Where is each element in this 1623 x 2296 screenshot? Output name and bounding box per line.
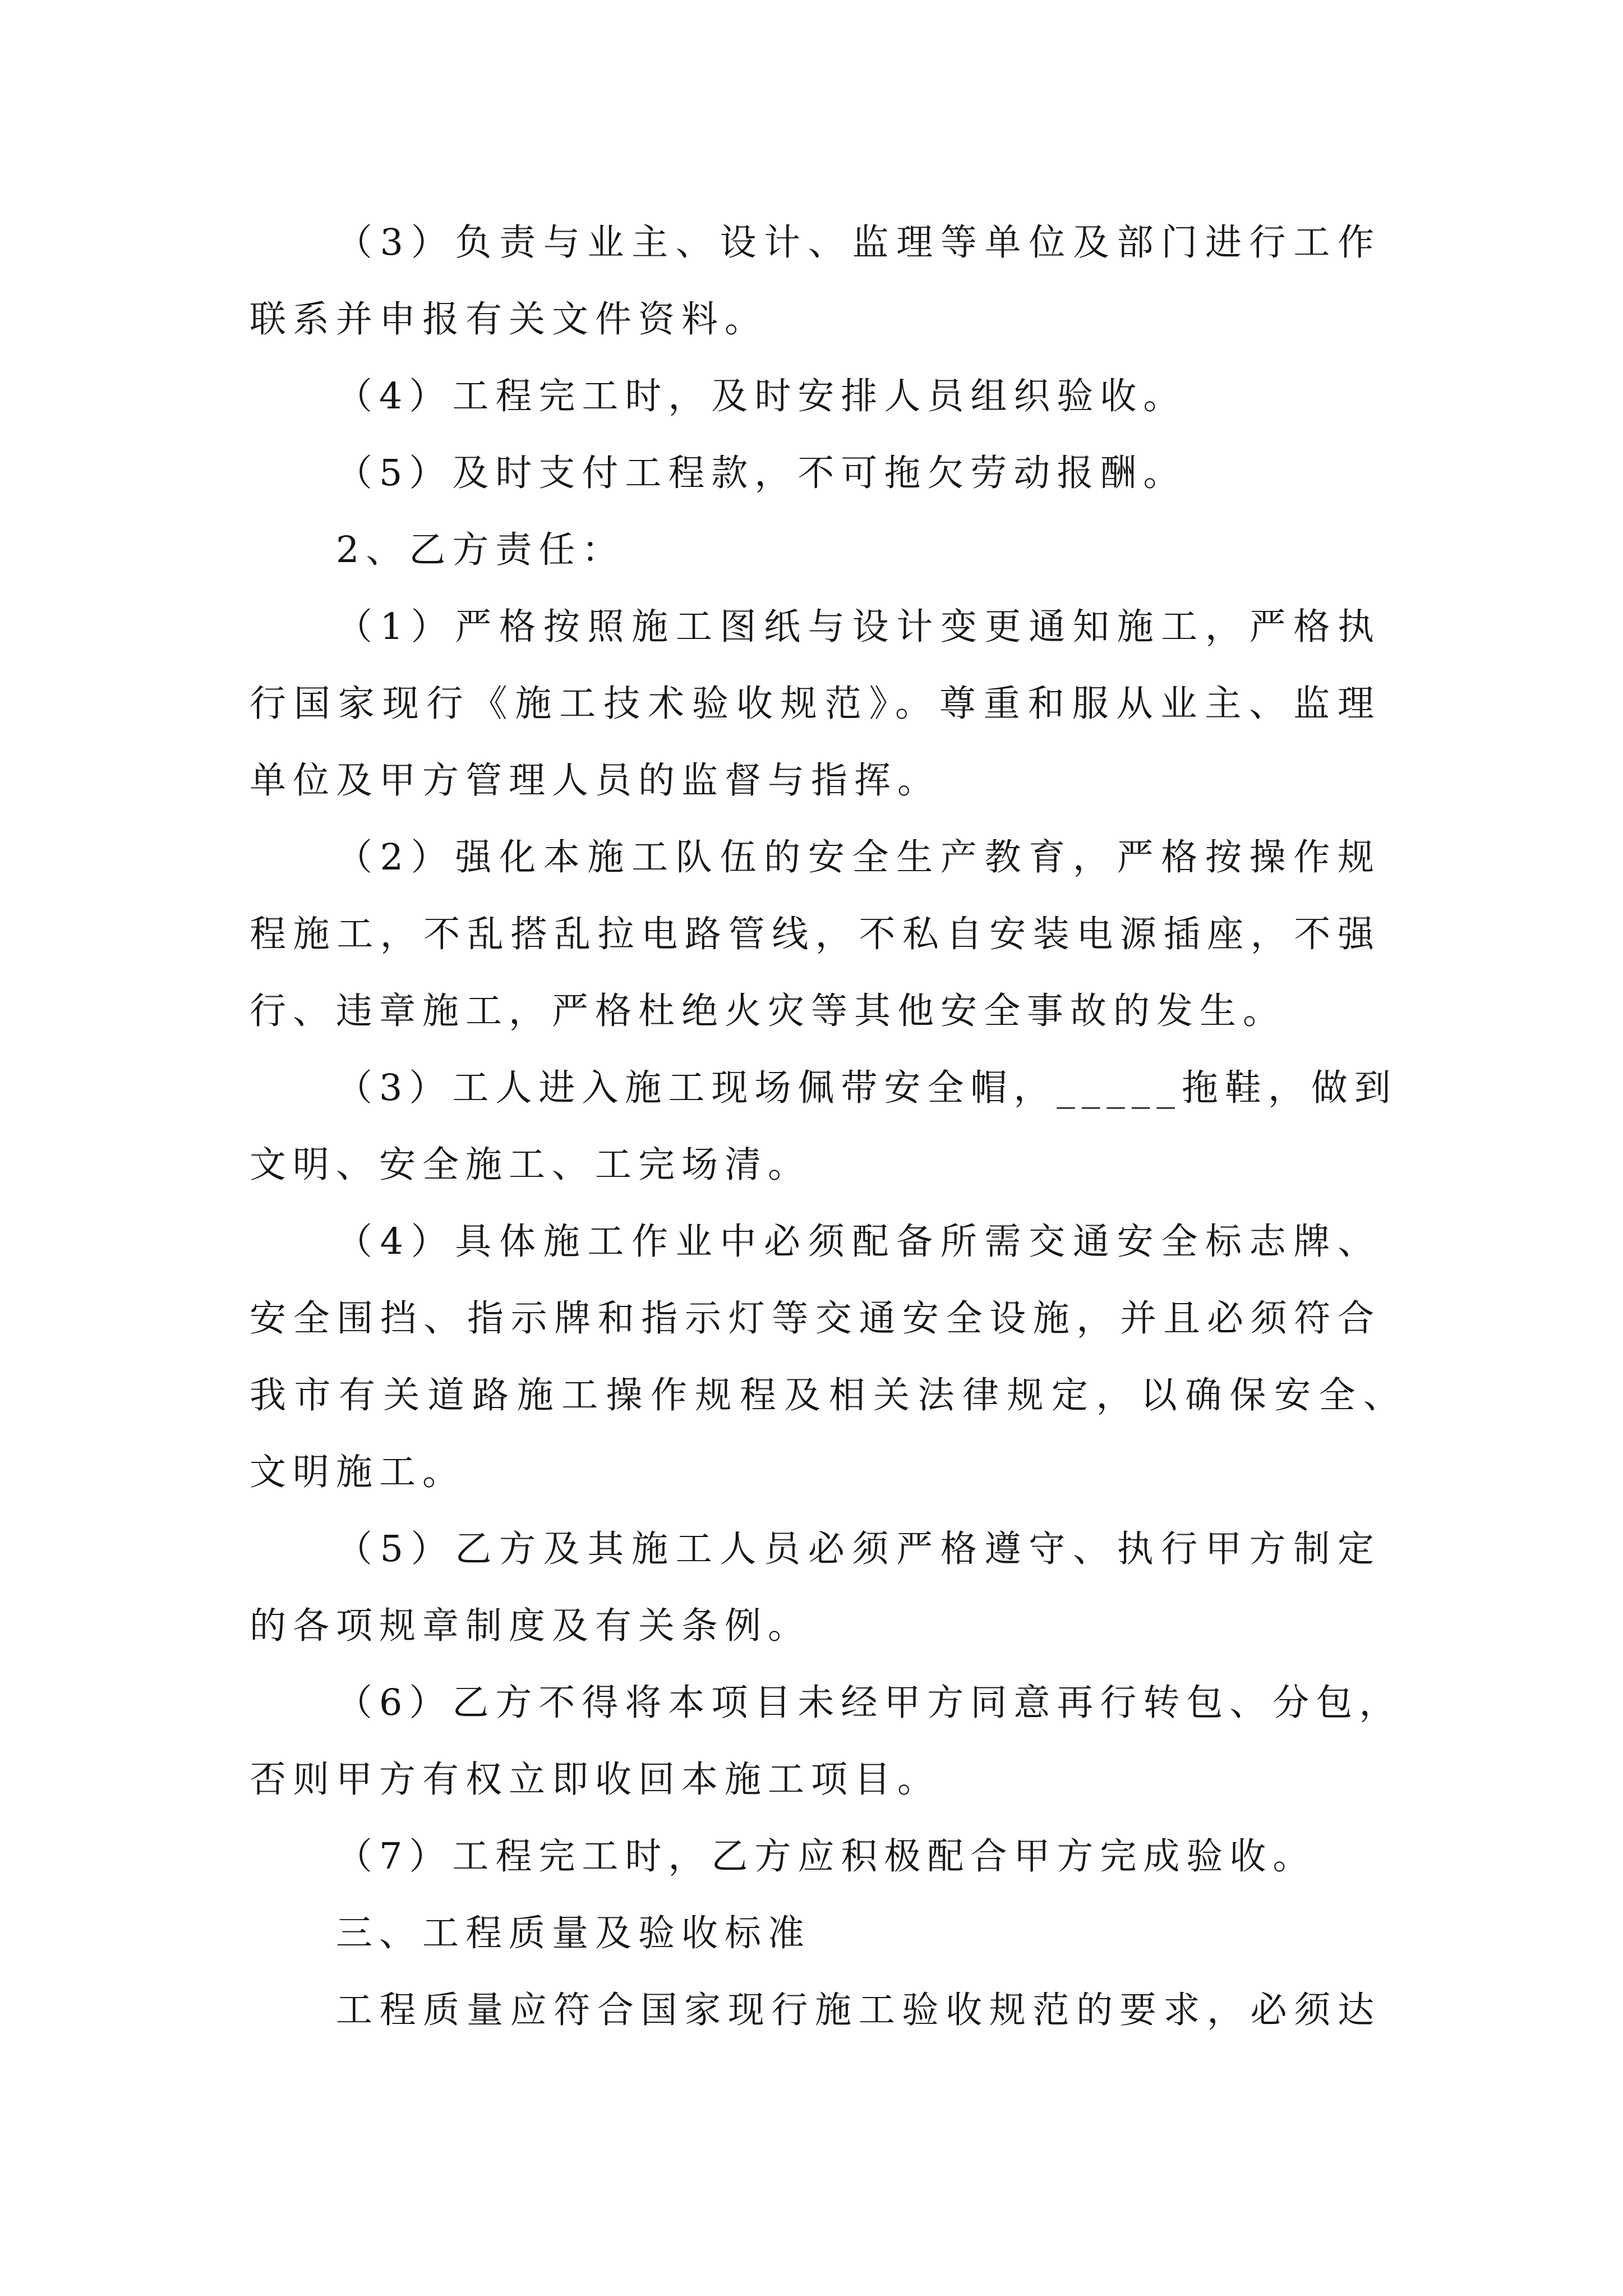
text-line: 程施工，不乱搭乱拉电路管线，不私自安装电源插座，不强 xyxy=(250,913,1381,955)
document-body xyxy=(250,204,1407,2049)
text-line: 文明、安全施工、工完场清。 xyxy=(250,1144,811,1186)
paragraph-party-b-item-2 xyxy=(250,819,1381,1050)
paragraph-party-b-item-6 xyxy=(250,1664,1403,1818)
paragraph-quality-standard xyxy=(250,1972,1381,2049)
text-line: 文明施工。 xyxy=(250,1451,466,1493)
text-line: （6）乙方不得将本项目未经甲方同意再行转包、分包， xyxy=(336,1682,1403,1724)
text-line: 我市有关道路施工操作规程及相关法律规定，以确保安全、 xyxy=(250,1374,1407,1416)
section-heading: 三、工程质量及验收标准 xyxy=(336,1912,811,1954)
paragraph-party-b-item-4 xyxy=(250,1203,1407,1511)
text-line: 的各项规章制度及有关条例。 xyxy=(250,1605,811,1647)
text-line: 行国家现行《施工技术验收规范》。尊重和服从业主、监理 xyxy=(250,683,1381,725)
text-line: （3）工人进入施工现场佩带安全帽，_____拖鞋，做到 xyxy=(336,1067,1398,1109)
text-line: 安全围挡、指示牌和指示灯等交通安全设施，并且必须符合 xyxy=(250,1297,1381,1340)
section-heading-party-b xyxy=(250,512,1381,588)
text-line: （5）乙方及其施工人员必须严格遵守、执行甲方制定 xyxy=(336,1528,1381,1570)
section-heading: 2、乙方责任： xyxy=(336,529,625,571)
text-line: 联系并申报有关文件资料。 xyxy=(250,298,768,341)
paragraph-party-b-item-1 xyxy=(250,588,1381,819)
section-heading-quality xyxy=(250,1895,1381,1972)
text-line: （4）工程完工时，及时安排人员组织验收。 xyxy=(336,375,1187,417)
paragraph-party-b-item-5 xyxy=(250,1511,1381,1664)
text-line: （7）工程完工时，乙方应积极配合甲方完成验收。 xyxy=(336,1835,1316,1878)
text-line: 否则甲方有权立即收回本施工项目。 xyxy=(250,1759,941,1801)
text-line: （2）强化本施工队伍的安全生产教育，严格按操作规 xyxy=(336,836,1381,878)
text-line: 行、违章施工，严格杜绝火灾等其他安全事故的发生。 xyxy=(250,990,1287,1032)
text-line: （5）及时支付工程款，不可拖欠劳动报酬。 xyxy=(336,452,1187,494)
paragraph-party-a-item-4 xyxy=(250,358,1381,435)
text-line: 工程质量应符合国家现行施工验收规范的要求，必须达 xyxy=(336,1989,1381,2031)
paragraph-party-b-item-7 xyxy=(250,1818,1381,1895)
paragraph-party-a-item-3 xyxy=(250,204,1381,358)
paragraph-party-b-item-3 xyxy=(250,1050,1398,1203)
paragraph-party-a-item-5 xyxy=(250,435,1381,512)
text-line: 单位及甲方管理人员的监督与指挥。 xyxy=(250,760,941,802)
text-line: （1）严格按照施工图纸与设计变更通知施工，严格执 xyxy=(336,606,1381,648)
text-line: （4）具体施工作业中必须配备所需交通安全标志牌、 xyxy=(336,1221,1381,1263)
text-line: （3）负责与业主、设计、监理等单位及部门进行工作 xyxy=(336,222,1381,264)
